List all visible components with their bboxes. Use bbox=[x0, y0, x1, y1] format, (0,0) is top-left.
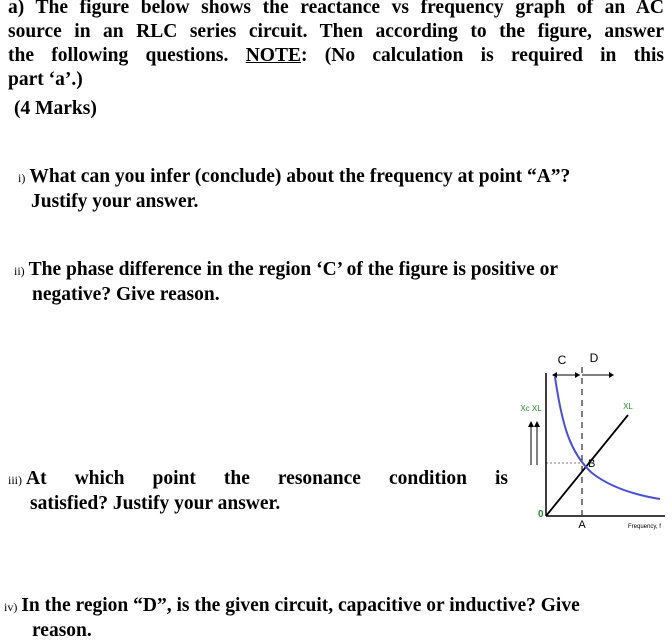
reactance-frequency-graph bbox=[510, 345, 670, 545]
question-4-line-1: In the region “D”, is the given circuit, capacitive or inductive? Give bbox=[21, 595, 580, 616]
note-label: NOTE bbox=[245, 45, 301, 66]
question-1: i) What can you infer (conclude) about the frequency at point “A”? Justify your answer. bbox=[18, 166, 571, 212]
region-c-label: C bbox=[557, 353, 567, 367]
y-axis-label: Xc XL bbox=[520, 404, 542, 413]
x-axis-label: Frequency, f bbox=[628, 524, 661, 530]
intro-paragraph bbox=[8, 0, 664, 92]
question-2: ii) The phase difference in the region ‘C’ of the figure is positive or negative? Give reason. bbox=[14, 259, 559, 305]
origin-label: 0 bbox=[538, 509, 544, 520]
question-4: iv) In the region “D”, is the given circuit, capacitive or inductive? Give reason. bbox=[4, 595, 580, 641]
intro-line-3: the following questions. NOTE: (No calculation is required in this bbox=[8, 45, 664, 66]
question-2-line-1: The phase difference in the region ‘C’ of the figure is positive or bbox=[28, 259, 559, 280]
question-4-line-2: reason. bbox=[32, 620, 92, 641]
region-c-arrowhead-right bbox=[575, 372, 580, 378]
xl-label: XL bbox=[623, 402, 633, 411]
point-a-label: A bbox=[578, 519, 586, 531]
region-d-label: D bbox=[589, 351, 599, 365]
question-3-line-2: satisfied? Justify your answer. bbox=[30, 493, 281, 514]
intro-line-2: source in an RLC series circuit. Then according to the figure, answer bbox=[8, 21, 664, 42]
y-arrowhead-right bbox=[534, 421, 540, 427]
xc-curve bbox=[555, 377, 660, 499]
marks-label: (4 Marks) bbox=[14, 98, 97, 119]
question-3: iii) At which point the resonance condition is satisfied? Justify your answer. bbox=[8, 468, 508, 514]
question-2-line-2: negative? Give reason. bbox=[32, 284, 220, 305]
point-b-label: B bbox=[588, 458, 596, 470]
question-3-line-1: At which point the resonance condition is bbox=[26, 468, 508, 489]
question-1-line-2: Justify your answer. bbox=[31, 191, 199, 212]
xl-line bbox=[546, 415, 628, 516]
question-1-line-1: What can you infer (conclude) about the frequency at point “A”? bbox=[29, 166, 571, 187]
region-d-arrowhead bbox=[609, 372, 614, 378]
intro-line-4: part ‘a’.) bbox=[8, 69, 83, 90]
y-arrowhead-left bbox=[528, 421, 534, 427]
intro-line-1: a) The figure below shows the reactance vs frequency graph of an AC bbox=[8, 0, 664, 18]
